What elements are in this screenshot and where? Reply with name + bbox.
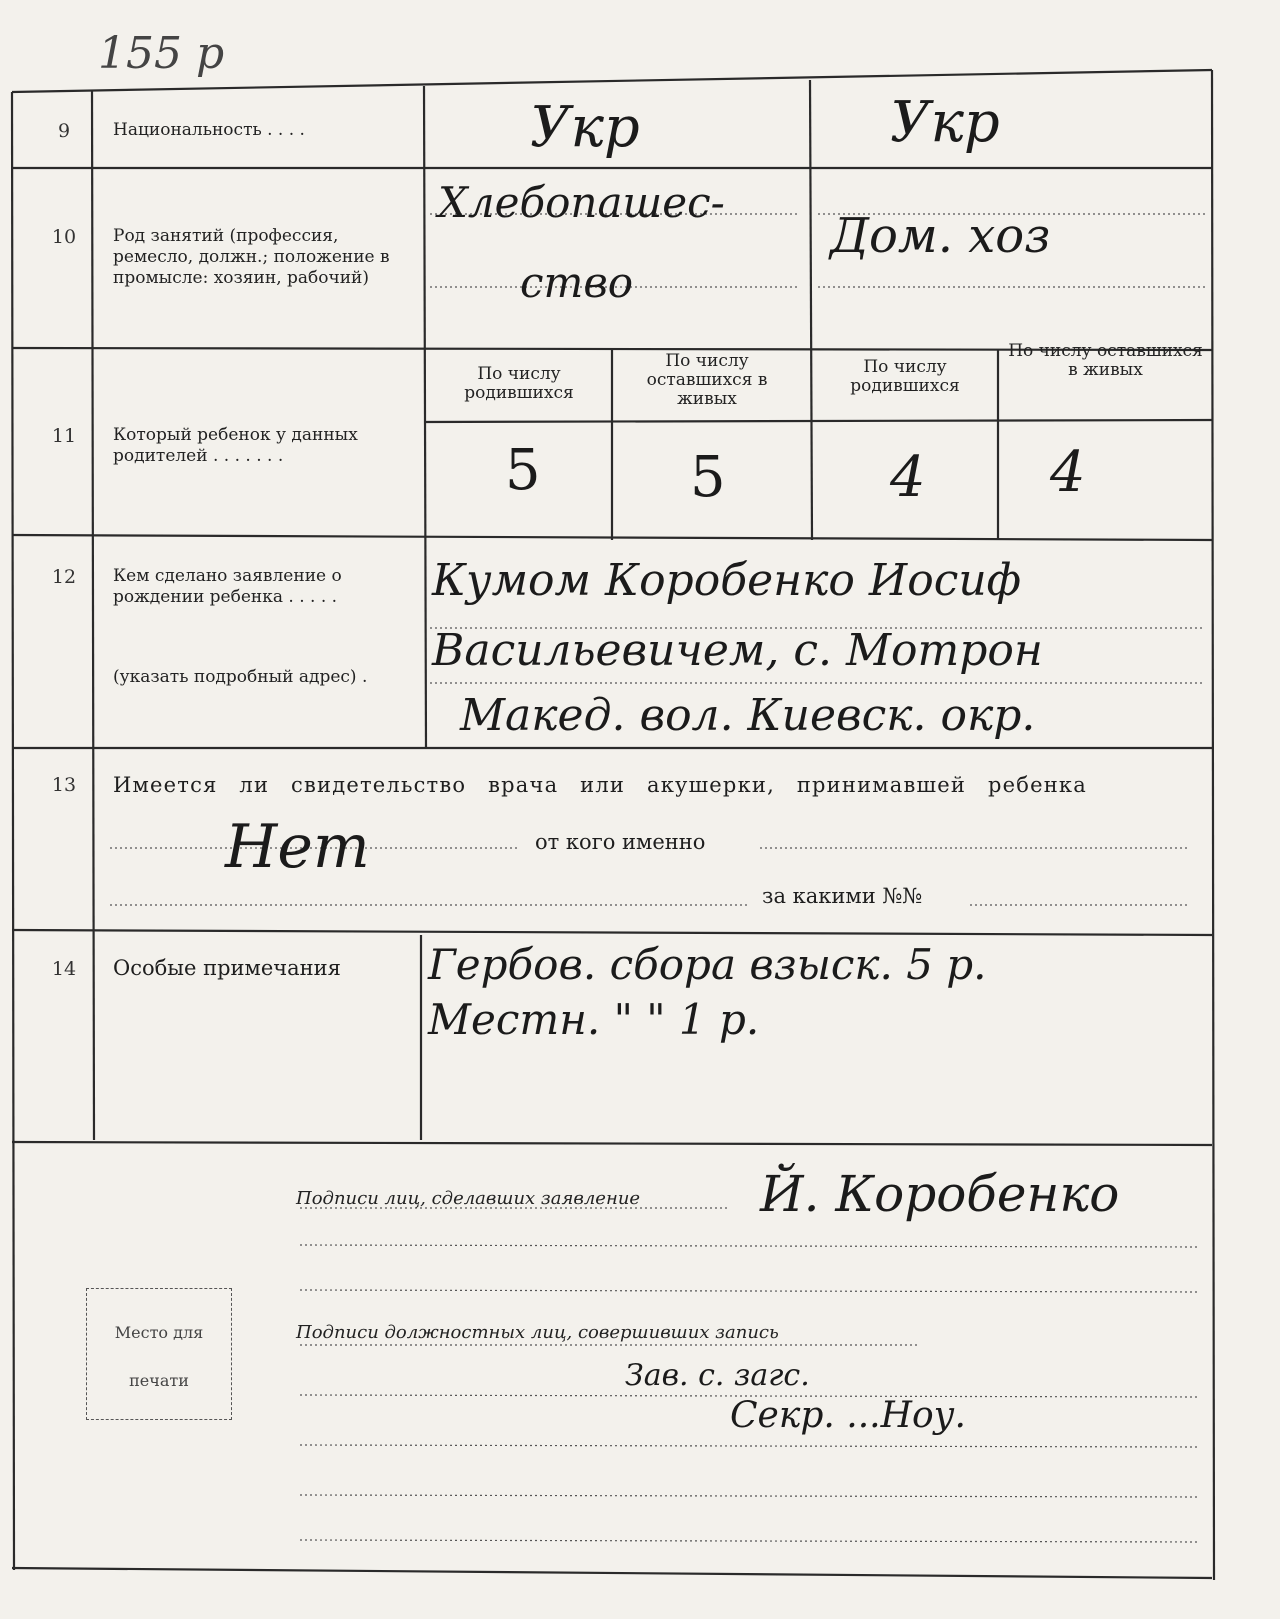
row-number-12: 12 — [51, 566, 77, 588]
special-notes-line2: Местн. " " 1 р. — [428, 995, 760, 1044]
declarant-line1: Кумом Коробенко Иосиф — [432, 555, 1022, 606]
numbers-label: за какими №№ — [762, 884, 923, 908]
mother-children-living: 4 — [1050, 440, 1086, 505]
stamp-placeholder — [86, 1288, 232, 1420]
from-whom-label: от кого именно — [535, 830, 706, 854]
stamp-text-line1: Место для — [114, 1323, 204, 1342]
row-number-9: 9 — [57, 120, 71, 142]
mother-nationality: Укр — [890, 90, 1000, 155]
certificate-answer: Нет — [225, 812, 370, 882]
row-number-14: 14 — [51, 958, 77, 980]
official-signature-2: Секр. ...Ноу. — [730, 1395, 967, 1436]
declarant-line2: Васильевичем, с. Мотрон — [432, 625, 1043, 676]
father-occupation-line1: Хлебопашес- — [438, 178, 725, 227]
child-order-label: Который ребенок у данных родителей . . . . . . . — [113, 425, 358, 466]
special-notes-label: Особые примечания — [113, 956, 341, 980]
father-occupation-line2: ство — [520, 258, 634, 307]
father-children-born: 5 — [505, 438, 541, 503]
father-header-born: По числу родившихся — [464, 364, 574, 403]
row-number-13: 13 — [51, 774, 77, 796]
father-nationality: Укр — [530, 95, 640, 160]
certificate-question: Имеется ли свидетельство врача или акушерки, принимавшей ребенка — [113, 773, 1087, 797]
mother-children-born: 4 — [890, 445, 926, 510]
father-children-living: 5 — [690, 445, 726, 510]
applicant-signature: Й. Коробенко — [760, 1165, 1120, 1223]
row-number-10: 10 — [51, 226, 77, 248]
declarant-line3: Макед. вол. Киевск. окр. — [460, 690, 1036, 741]
mother-header-born: По числу родившихся — [850, 357, 960, 396]
nationality-label: Национальность . . . . — [113, 120, 305, 140]
officials-signature-label: Подписи должностных лиц, совершивших запись — [296, 1322, 779, 1343]
stamp-text-line2: печати — [129, 1371, 189, 1390]
mother-header-living: По числу оставшихся в живых — [1008, 341, 1203, 380]
father-header-living: По числу оставшихся в живых — [646, 351, 768, 409]
archive-page-number: 155 р — [98, 28, 225, 79]
special-notes-line1: Гербов. сбора взыск. 5 р. — [428, 940, 987, 989]
applicants-signature-label: Подписи лиц, сделавших заявление — [296, 1188, 641, 1209]
declarant-label: Кем сделано заявление о рождении ребенка . . . . . — [113, 566, 342, 607]
occupation-label: Род занятий (профессия, ремесло, должн.; положение в промысле: хозяин, рабочий) — [113, 226, 390, 288]
mother-occupation: Дом. хоз — [830, 208, 1051, 264]
address-hint: (указать подробный адрес) . — [113, 667, 368, 687]
official-signature-1: Зав. с. загс. — [625, 1358, 810, 1393]
row-number-11: 11 — [51, 425, 77, 447]
